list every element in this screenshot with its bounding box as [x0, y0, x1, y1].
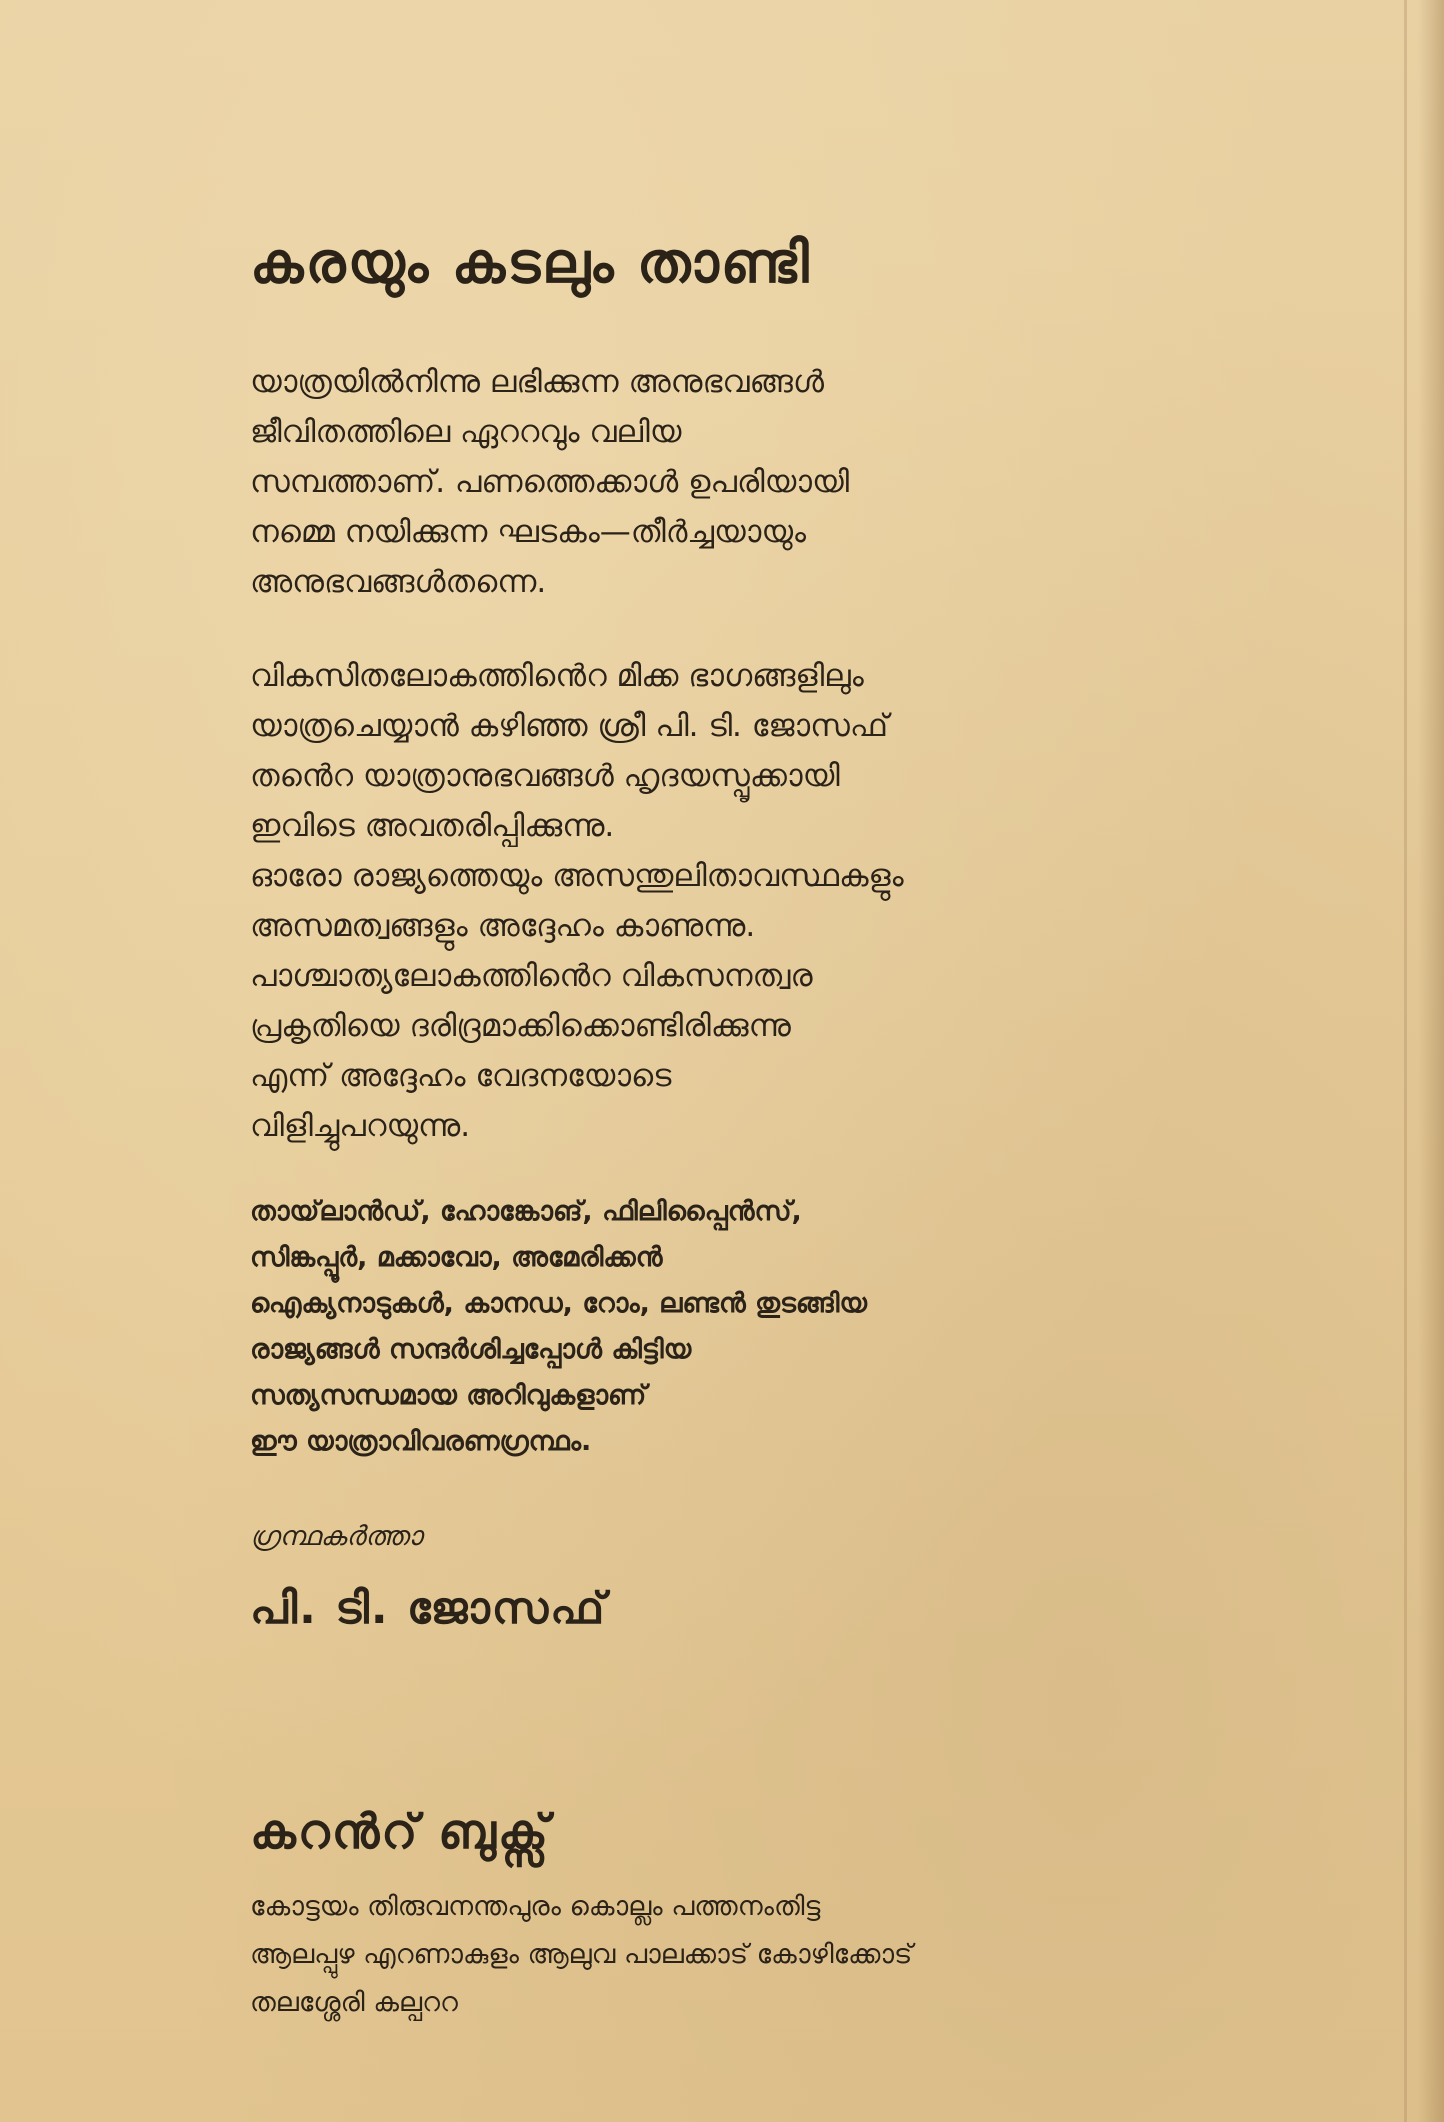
book-title: കരയും കടലും താണ്ടി [250, 231, 811, 296]
description-line: ഓരോ രാജ്യത്തെയും അസന്തുലിതാവസ്ഥകളും [250, 858, 904, 895]
intro-line: അനുഭവങ്ങൾതന്നെ. [250, 564, 547, 601]
paragraph-spacer [250, 607, 1250, 651]
cover-edge-shadow [1418, 0, 1444, 2122]
description-line: എന്ന് അദ്ദേഹം വേദനയോടെ [250, 1058, 672, 1095]
cover-text-block [250, 230, 1250, 2027]
intro-line: ജീവിതത്തിലെ ഏററവും വലിയ [250, 414, 682, 451]
description-line: യാത്രചെയ്യാൻ കഴിഞ്ഞ ശ്രീ പി. ടി. ജോസഫ് [250, 708, 889, 745]
description-line: തൻെറ യാത്രാനുഭവങ്ങൾ ഹൃദയസ്പൃക്കായി [250, 758, 840, 795]
cities-line: ആലപ്പുഴ എറണാകുളം ആലുവ പാലക്കാട് കോഴിക്കോട് [250, 1939, 913, 1971]
intro-line: സമ്പത്താണ്. പണത്തെക്കാൾ ഉപരിയായി [250, 464, 850, 501]
publisher-name: കറൻറ് ബുക്സ് [250, 1804, 550, 1861]
intro-paragraph [250, 357, 1250, 607]
cover-fold-line [1404, 0, 1407, 2122]
countries-line: തായ്‌ലാൻഡ്, ഹോങ്കോങ്, ഫിലിപ്പൈൻസ്, [250, 1196, 802, 1228]
countries-line: സിങ്കപ്പൂർ, മക്കാവോ, അമേരിക്കൻ [250, 1242, 663, 1274]
description-line: വികസിതലോകത്തിൻെറ മിക്ക ഭാഗങ്ങളിലും [250, 658, 864, 695]
publisher-cities [250, 1883, 1250, 2027]
intro-line: നമ്മെ നയിക്കുന്ന ഘടകം—തീർച്ചയായും [250, 514, 807, 551]
cities-line: തലശ്ശേരി കല്പററ [250, 1987, 458, 2019]
author-name: പി. ടി. ജോസഫ് [250, 1583, 607, 1635]
description-line: ഇവിടെ അവതരിപ്പിക്കുന്നു. [250, 808, 615, 845]
countries-line: ഈ യാത്രാവിവരണഗ്രന്ഥം. [250, 1426, 592, 1458]
countries-line: സത്യസന്ധമായ അറിവുകളാണ് [250, 1380, 647, 1412]
author-label: ഗ്രന്ഥകർത്താ [250, 1521, 422, 1553]
description-paragraph [250, 651, 1250, 1151]
countries-line: ഐക്യനാടുകൾ, കാനഡ, റോം, ലണ്ടൻ തുടങ്ങിയ [250, 1288, 868, 1320]
description-line: പ്രകൃതിയെ ദരിദ്രമാക്കിക്കൊണ്ടിരിക്കുന്നു [250, 1008, 791, 1045]
cities-line: കോട്ടയം തിരുവനന്തപുരം കൊല്ലം പത്തനംതിട്ട [250, 1891, 821, 1923]
description-line: അസമത്വങ്ങളും അദ്ദേഹം കാണുന്നു. [250, 908, 756, 945]
description-line: വിളിച്ചുപറയുന്നു. [250, 1108, 471, 1145]
intro-line: യാത്രയിൽനിന്നു ലഭിക്കുന്ന അനുഭവങ്ങൾ [250, 364, 825, 401]
countries-line: രാജ്യങ്ങൾ സന്ദർശിച്ചപ്പോൾ കിട്ടിയ [250, 1334, 692, 1366]
countries-paragraph [250, 1189, 1250, 1465]
description-line: പാശ്ചാത്യലോകത്തിൻെറ വികസനത്വര [250, 958, 813, 995]
